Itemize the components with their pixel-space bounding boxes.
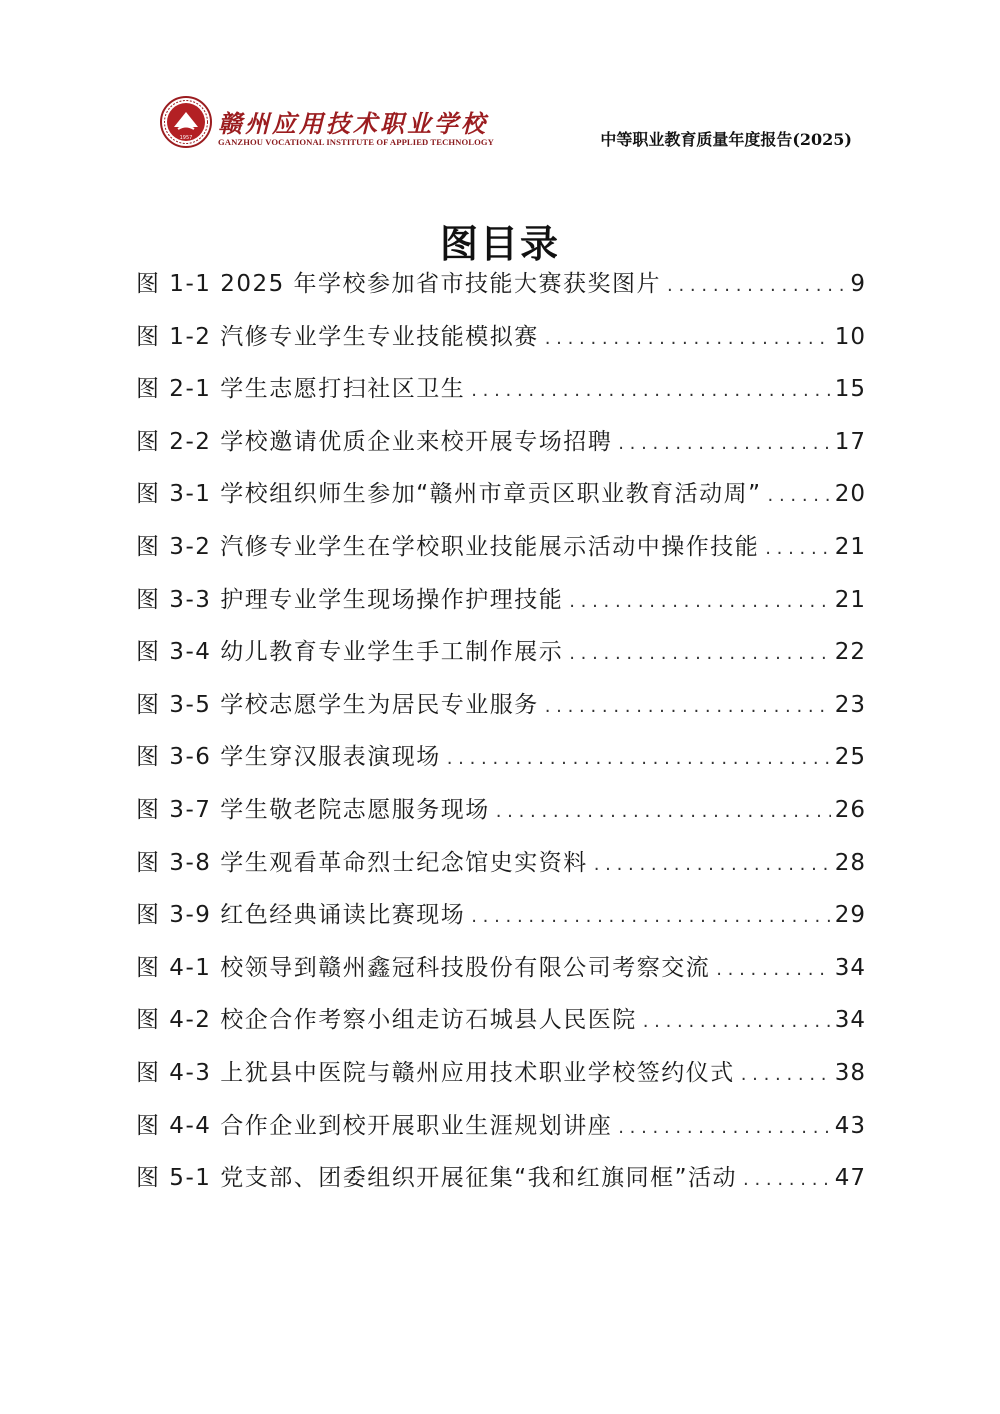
toc-entry-label: 图 5-1 党支部、团委组织开展征集“我和红旗同框”活动 — [136, 1165, 738, 1192]
toc-dot-leader — [447, 733, 831, 786]
toc-entry[interactable] — [136, 837, 866, 890]
toc-entry[interactable] — [136, 1152, 866, 1205]
toc-entry-page-number: 17 — [834, 428, 866, 455]
toc-entry-label: 图 4-1 校领导到赣州鑫冠科技股份有限公司考察交流 — [136, 954, 711, 981]
toc-entry[interactable] — [136, 521, 866, 574]
toc-dot-leader — [496, 786, 831, 839]
svg-text:1957: 1957 — [179, 135, 193, 141]
toc-entry-page-number: 25 — [834, 744, 866, 771]
toc-entry[interactable] — [136, 626, 866, 679]
toc-entry-page-number: 22 — [834, 639, 866, 666]
toc-entry-page-number: 20 — [834, 481, 866, 508]
toc-entry-label: 图 3-4 幼儿教育专业学生手工制作展示 — [136, 639, 564, 666]
toc-entry-label: 图 3-9 红色经典诵读比赛现场 — [136, 902, 466, 929]
toc-dot-leader — [643, 996, 831, 1049]
toc-entry-label: 图 1-2 汽修专业学生专业技能模拟赛 — [136, 323, 539, 350]
toc-entry-label: 图 3-8 学生观看革命烈士纪念馆史实资料 — [136, 849, 588, 876]
toc-entry-label: 图 4-2 校企合作考察小组走访石城县人民医院 — [136, 1007, 637, 1034]
toc-entry-label: 图 2-1 学生志愿打扫社区卫生 — [136, 376, 466, 403]
school-name-english: GANZHOU VOCATIONAL INSTITUTE OF APPLIED TECHNOLOGY — [218, 137, 494, 147]
toc-dot-leader — [741, 1049, 831, 1102]
toc-entry-label: 图 2-2 学校邀请优质企业来校开展专场招聘 — [136, 428, 613, 455]
toc-entry-label: 图 3-3 护理专业学生现场操作护理技能 — [136, 586, 564, 613]
toc-entry[interactable] — [136, 363, 866, 416]
toc-entry-page-number: 26 — [834, 796, 866, 823]
toc-entry-label: 图 4-3 上犹县中医院与赣州应用技术职业学校签约仪式 — [136, 1059, 735, 1086]
toc-entry-label: 图 4-4 合作企业到校开展职业生涯规划讲座 — [136, 1112, 613, 1139]
toc-entry[interactable] — [136, 574, 866, 627]
toc-entry-label: 图 3-6 学生穿汉服表演现场 — [136, 744, 441, 771]
toc-entry[interactable] — [136, 1100, 866, 1153]
toc-entry[interactable] — [136, 889, 866, 942]
school-name: 赣州应用技术职业学校 — [218, 109, 488, 138]
toc-entry-label: 图 1-1 2025 年学校参加省市技能大赛获奖图片 — [136, 271, 662, 297]
report-title: 中等职业教育质量年度报告(2025) — [600, 130, 852, 149]
toc-dot-leader — [545, 681, 831, 734]
toc-entry[interactable] — [136, 942, 866, 995]
toc-entry[interactable] — [136, 258, 866, 311]
toc-entry-page-number: 43 — [834, 1112, 866, 1139]
toc-entry[interactable] — [136, 468, 866, 521]
toc-entry-page-number: 10 — [834, 323, 866, 350]
toc-entry-page-number: 15 — [834, 376, 866, 403]
toc-entry-page-number: 29 — [834, 902, 866, 929]
toc-entry-page-number: 38 — [834, 1059, 866, 1086]
toc-entry[interactable] — [136, 731, 866, 784]
toc-entry[interactable] — [136, 1047, 866, 1100]
toc-dot-leader — [618, 1102, 831, 1155]
school-emblem-icon — [160, 96, 212, 148]
toc-entry-page-number: 34 — [834, 1007, 866, 1034]
toc-dot-leader — [594, 839, 831, 892]
toc-entry[interactable] — [136, 416, 866, 469]
toc-dot-leader — [667, 260, 846, 313]
toc-entry-label: 图 3-7 学生敬老院志愿服务现场 — [136, 796, 490, 823]
toc-dot-leader — [545, 313, 831, 366]
page-title: 图目录 — [439, 221, 560, 267]
toc-entry[interactable] — [136, 311, 866, 364]
toc-entry-label: 图 3-5 学校志愿学生为居民专业服务 — [136, 691, 539, 718]
toc-dot-leader — [743, 1154, 831, 1207]
page-header — [0, 0, 1000, 160]
toc-dot-leader — [618, 418, 831, 471]
toc-entry-page-number: 34 — [834, 954, 866, 981]
toc-dot-leader — [569, 576, 831, 629]
toc-entry-page-number: 47 — [834, 1165, 866, 1192]
toc-entry[interactable] — [136, 994, 866, 1047]
toc-dot-leader — [716, 944, 831, 997]
toc-entry-page-number: 9 — [850, 271, 866, 297]
figure-list — [136, 258, 866, 1205]
toc-dot-leader — [768, 470, 831, 523]
toc-dot-leader — [471, 365, 831, 418]
toc-entry-page-number: 21 — [834, 586, 866, 613]
toc-dot-leader — [471, 891, 831, 944]
toc-entry[interactable] — [136, 679, 866, 732]
toc-entry-label: 图 3-1 学校组织师生参加“赣州市章贡区职业教育活动周” — [136, 481, 762, 508]
toc-entry-label: 图 3-2 汽修专业学生在学校职业技能展示活动中操作技能 — [136, 533, 760, 560]
toc-entry-page-number: 23 — [834, 691, 866, 718]
toc-dot-leader — [765, 523, 831, 576]
toc-dot-leader — [569, 628, 831, 681]
toc-entry-page-number: 21 — [834, 533, 866, 560]
toc-entry-page-number: 28 — [834, 849, 866, 876]
toc-entry[interactable] — [136, 784, 866, 837]
